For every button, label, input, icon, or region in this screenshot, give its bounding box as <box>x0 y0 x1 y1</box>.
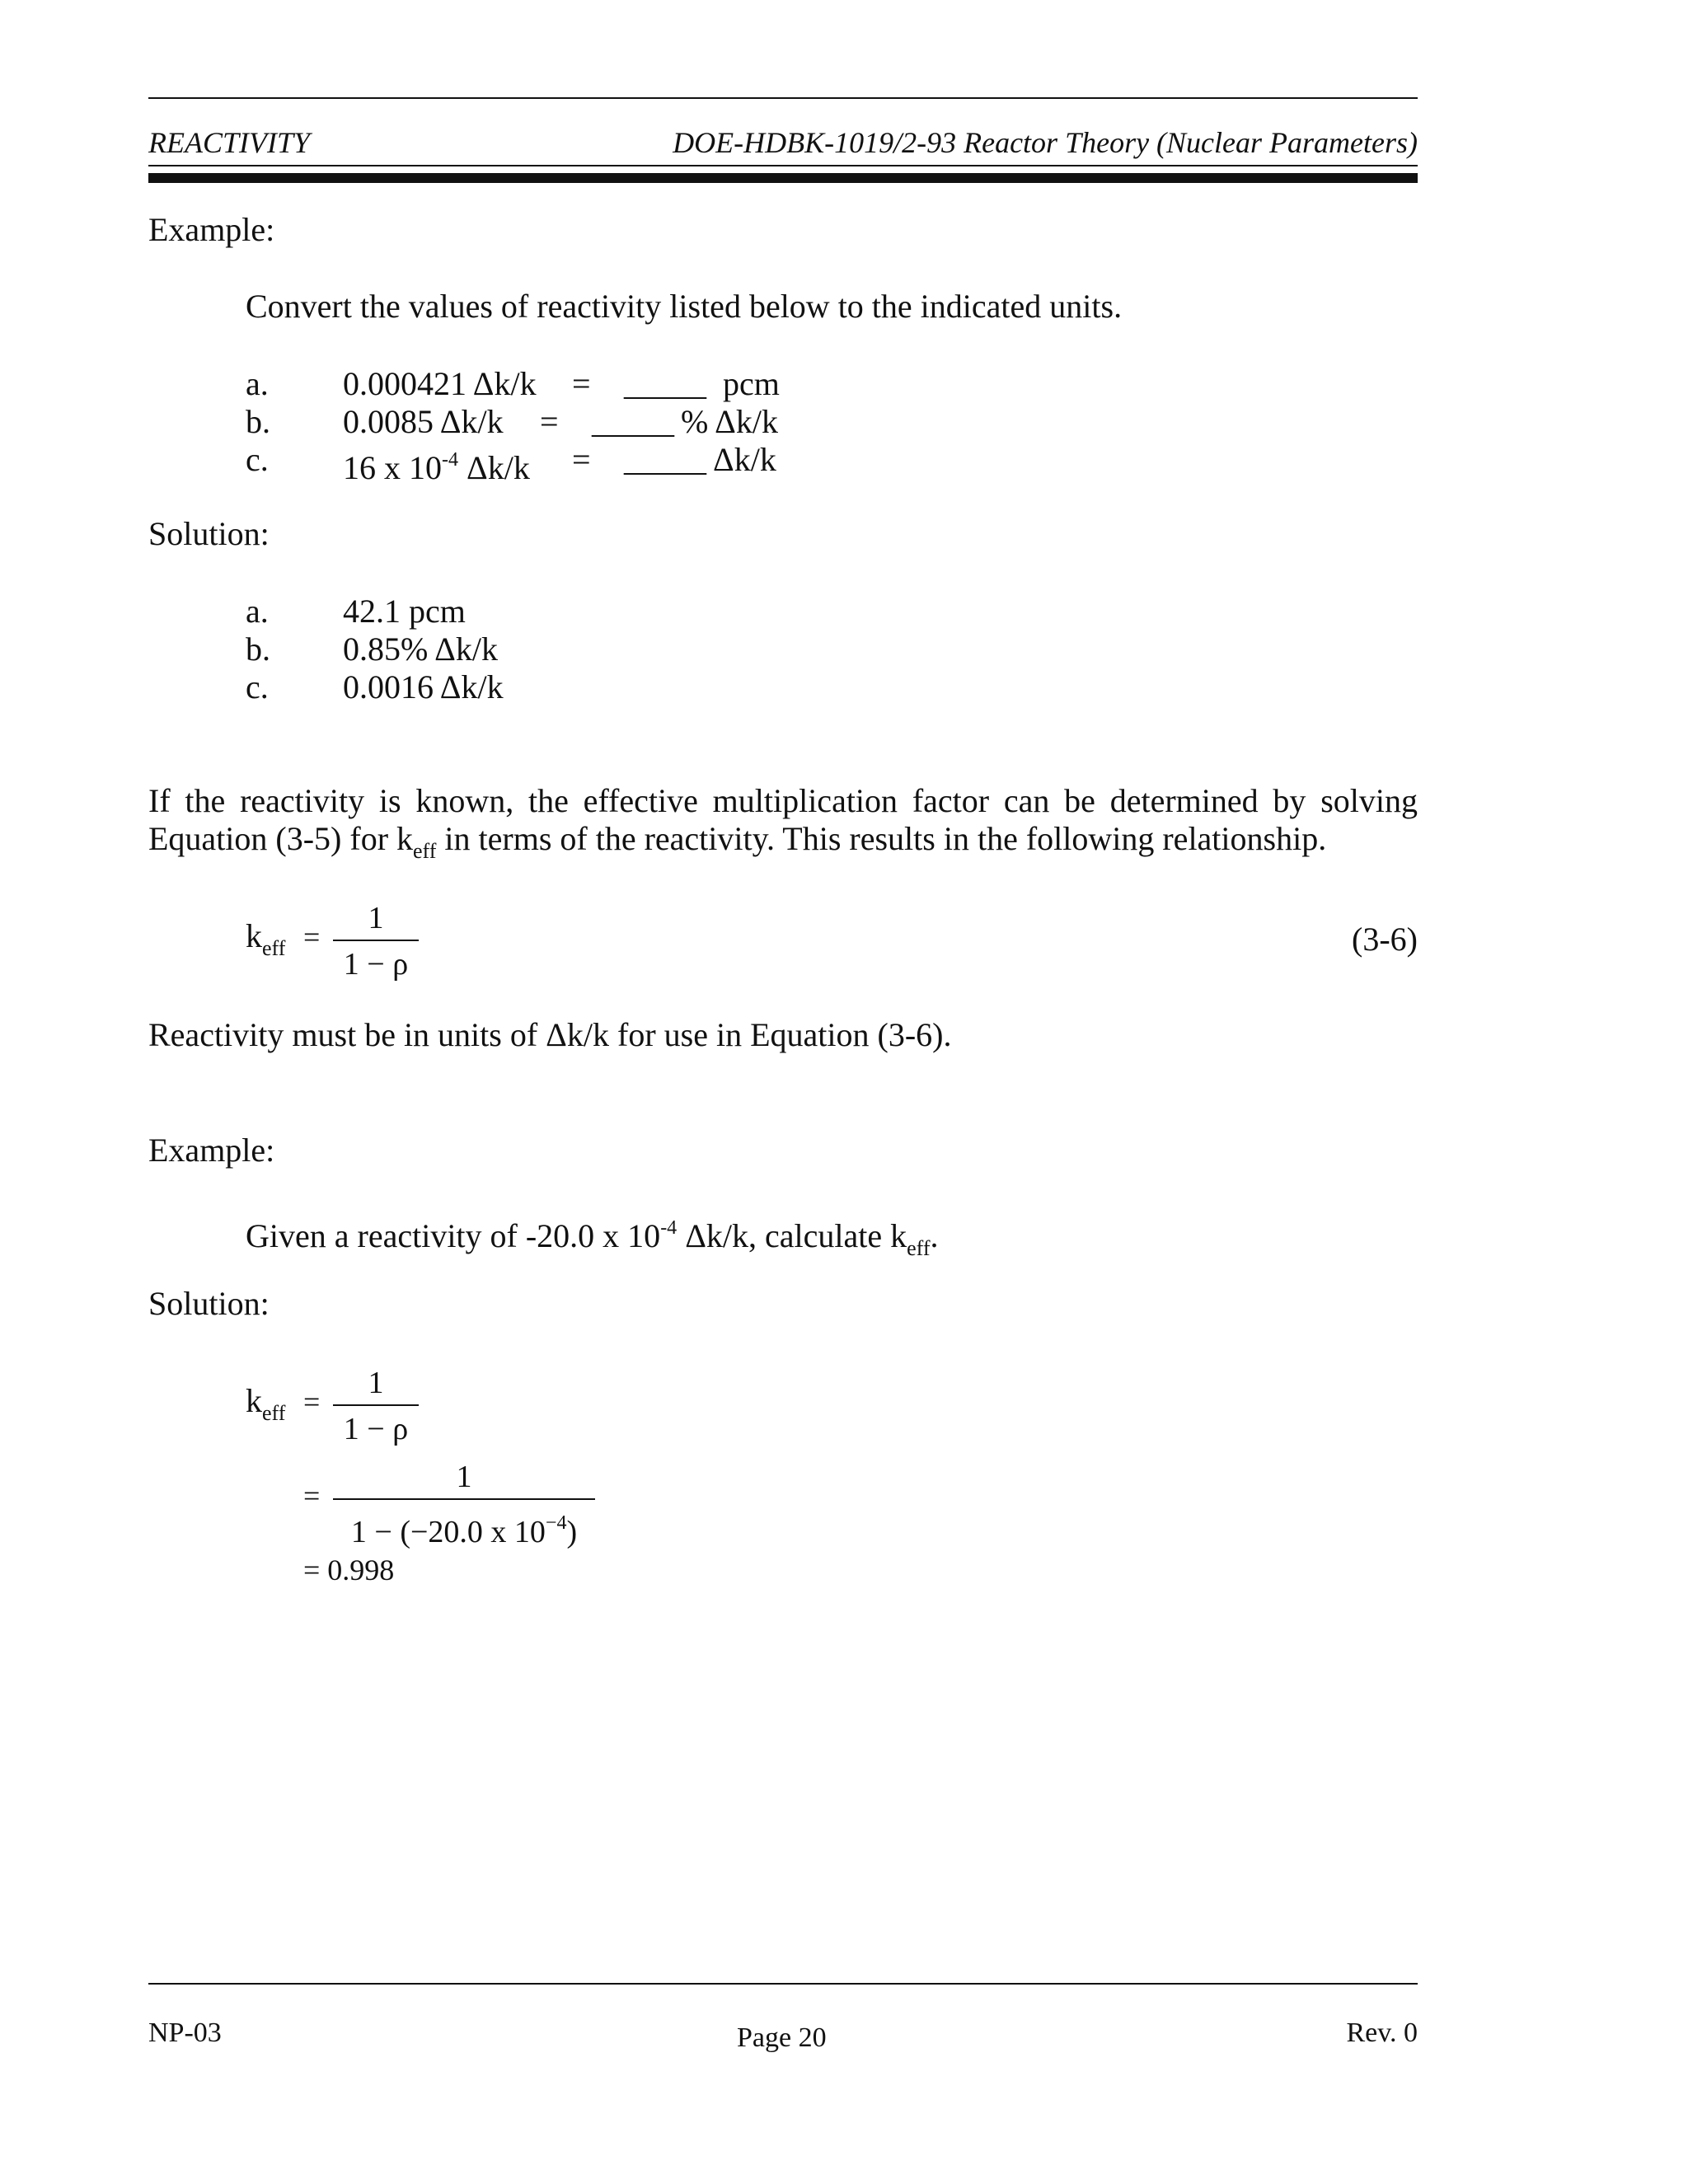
footer-rule <box>148 1983 1418 1985</box>
fraction-denominator: 1 − (−20.0 x $10^{-4}$) <box>350 1512 578 1549</box>
example1-label: Example: <box>148 211 275 248</box>
equation-lhs: $k_{eff}$ <box>246 917 286 960</box>
item-unit: % Δk/k <box>681 403 778 440</box>
example2-label: Example: <box>148 1132 275 1169</box>
item-value: 0.0085 Δk/k <box>343 403 504 440</box>
header-left-title: REACTIVITY <box>148 126 311 159</box>
equation-equals: = <box>303 921 321 954</box>
item-unit: pcm <box>723 365 780 402</box>
solution2-lhs: $k_{eff}$ <box>246 1382 286 1425</box>
equation-fraction <box>333 900 419 982</box>
header-top-rule <box>148 97 1418 99</box>
solution2-label: Solution: <box>148 1285 270 1322</box>
solution2-equals-1: = <box>303 1385 321 1418</box>
solution2-equals-2: = <box>303 1479 321 1512</box>
paragraph-line-1: If the reactivity is known, the effective multiplication factor can be determined by solving <box>148 782 1418 819</box>
note-text: Reactivity must be in units of Δk/k for use in Equation (3-6). <box>148 1016 952 1053</box>
item-letter: b. <box>246 403 270 440</box>
solution2-fraction-2 <box>333 1459 595 1550</box>
item-equals: = <box>540 403 559 440</box>
item-blank: _____ <box>592 403 674 440</box>
paragraph-line-2: Equation (3-5) for $k_{eff}$ in terms of the reactivity. This results in the following relationship. <box>148 820 1327 863</box>
item-equals: = <box>572 441 591 478</box>
solution2-fraction-1 <box>333 1365 419 1447</box>
item-letter: a. <box>246 365 269 402</box>
fraction-denominator: 1 − ρ <box>343 1412 409 1446</box>
item-value: 16 x $10^{-4}$ Δk/k <box>343 449 530 486</box>
item-blank: _____ <box>624 365 706 402</box>
footer-right: Rev. 0 <box>1346 2018 1418 2048</box>
solution1-value-c: 0.0016 Δk/k <box>343 668 504 705</box>
equation-number: (3-6) <box>1352 921 1418 958</box>
header-thick-rule <box>148 173 1418 183</box>
solution1-label: Solution: <box>148 515 270 552</box>
fraction-numerator: 1 <box>456 1460 472 1494</box>
example2-prompt: Given a reactivity of -20.0 x $10^{-4}$ Δk/k, calculate $k_{eff}$. <box>246 1217 939 1260</box>
solution2-result: = 0.998 <box>303 1554 395 1586</box>
solution1-letter-a: a. <box>246 593 269 630</box>
example1-prompt: Convert the values of reactivity listed below to the indicated units. <box>246 288 1123 325</box>
fraction-bar <box>333 1404 419 1406</box>
item-blank: _____ <box>624 441 706 478</box>
item-value: 0.000421 Δk/k <box>343 365 537 402</box>
header-right-title: DOE-HDBK-1019/2-93 Reactor Theory (Nuclear Parameters) <box>673 126 1418 159</box>
fraction-numerator: 1 <box>368 1366 384 1400</box>
solution1-value-a: 42.1 pcm <box>343 593 466 630</box>
item-letter: c. <box>246 441 269 478</box>
footer-left: NP-03 <box>148 2018 222 2048</box>
header-thin-rule <box>148 165 1418 166</box>
item-unit: Δk/k <box>713 441 776 478</box>
solution1-letter-c: c. <box>246 668 269 705</box>
fraction-bar <box>333 940 419 941</box>
footer-page-number: Page 20 <box>737 2022 827 2053</box>
solution1-letter-b: b. <box>246 630 270 668</box>
fraction-denominator: 1 − ρ <box>343 947 409 982</box>
item-equals: = <box>572 365 591 402</box>
fraction-numerator: 1 <box>368 901 384 935</box>
solution1-value-b: 0.85% Δk/k <box>343 630 498 668</box>
fraction-bar <box>333 1498 595 1500</box>
